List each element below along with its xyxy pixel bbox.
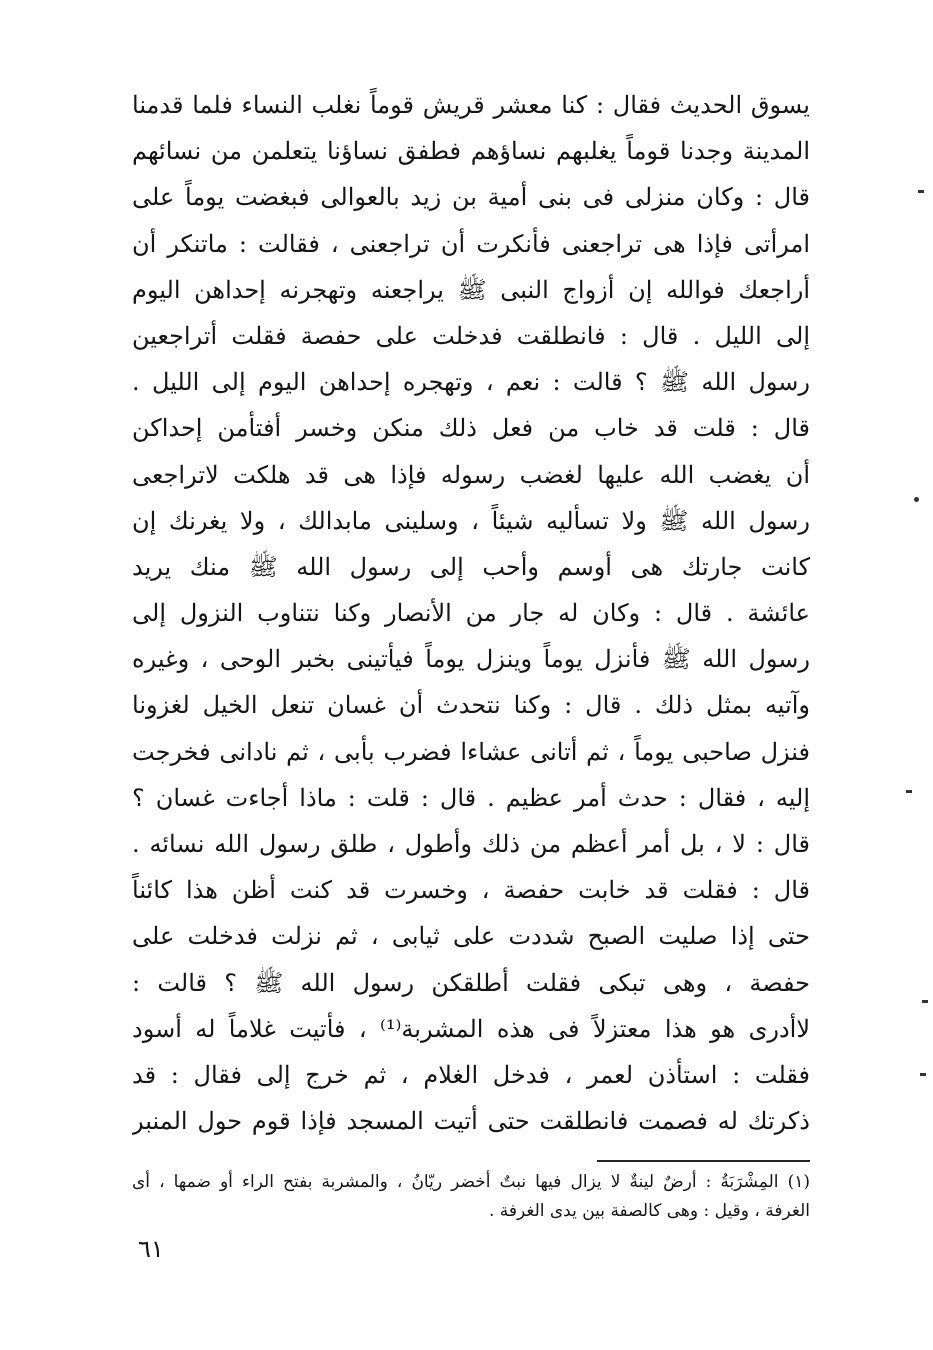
text-line: وآتيه بمثل ذلك . قال : وكنا نتحدث أن غسان تنعل الخيل لغزونا — [132, 691, 810, 720]
text-line: رسول الله ﷺ ؟ قالت : نعم ، وتهجره إحداهن اليوم إلى الليل . — [132, 368, 810, 397]
footnote-line: (١) المِشْرَبَةُ : أرضٌ لينةٌ لا يزال فيها نبتٌ أخضر ريّانُ ، والمشربة بفتح الراء أو ضمها ، أى — [132, 1172, 810, 1192]
text-line: أن يغضب الله عليها لغضب رسوله فإذا هى قد هلكت لاتراجعى — [132, 460, 810, 489]
text-line: المدينة وجدنا قوماً يغلبهم نساؤهم فطفق نساؤنا يتعلمن من نسائهم — [132, 137, 810, 166]
text-line: عائشة . قال : وكان له جار من الأنصار وكنا نتناوب النزول إلى — [132, 599, 810, 628]
scan-mark — [906, 790, 912, 793]
text-line: حتى إذا صليت الصبح شددت على ثيابى ، ثم نزلت فدخلت على — [132, 922, 810, 951]
text-line: حفصة ، وهى تبكى فقلت أطلقكن رسول الله ﷺ ؟ قالت : — [132, 968, 810, 997]
scan-mark — [918, 190, 924, 193]
scan-mark — [920, 1073, 926, 1076]
footnote — [132, 1168, 810, 1226]
text-line: قال : فقلت قد خابت حفصة ، وخسرت قد كنت أظن هذا كائناً — [132, 876, 810, 905]
text-line: رسول الله ﷺ فأنزل يوماً وينزل يوماً فيأتينى بخبر الوحى ، وغيره — [132, 645, 810, 674]
footnote-line: الغرفة ، وقيل : وهى كالصفة بين يدى الغرفة . — [488, 1201, 810, 1221]
text-line: قال : لا ، بل أمر أعظم من ذلك وأطول ، طلق رسول الله نسائه . — [132, 830, 810, 858]
text-line: امرأتى فإذا هى تراجعنى فأنكرت أن تراجعنى ، فقالت : ماتنكر أن — [132, 229, 810, 258]
scan-mark — [922, 1000, 928, 1003]
main-text — [132, 82, 810, 1144]
text-line: يسوق الحديث فقال : كنا معشر قريش قوماً نغلب النساء فلما قدمنا — [132, 91, 810, 119]
text-line: ذكرتك له فصمت فانطلقت حتى أتيت المسجد فإذا قوم حول المنبر — [132, 1107, 810, 1136]
text-line: قال : قلت قد خاب من فعل ذلك منكن وخسر أفتأمن إحداكن — [132, 414, 810, 443]
text-line: قال : وكان منزلى فى بنى أمية بن زيد بالعوالى فبغضت يوماً على — [132, 183, 810, 212]
text-line: كانت جارتك هى أوسم وأحب إلى رسول الله ﷺ منك يريد — [132, 552, 810, 581]
text-line: إليه ، فقال : حدث أمر عظيم . قال : قلت : ماذا أجاءت غسان ؟ — [132, 783, 810, 812]
text-line: أراجعك فوالله إن أزواج النبى ﷺ يراجعنه وتهجرنه إحداهن اليوم — [132, 275, 810, 304]
scan-mark — [914, 497, 919, 502]
page-number: ٦١ — [138, 1235, 164, 1263]
footnote-separator — [597, 1160, 810, 1162]
text-line: لاأدرى هو هذا معتزلاً فى هذه المشربة⁽¹⁾ ، فأتيت غلاماً له أسود — [132, 1014, 810, 1043]
text-line: فقلت : استأذن لعمر ، فدخل الغلام ، ثم خرج إلى فقال : قد — [132, 1060, 810, 1089]
text-line: فنزل صاحبى يوماً ، ثم أتانى عشاءا فضرب بأبى ، ثم نادانى فخرجت — [132, 737, 810, 766]
text-line: إلى الليل . قال : فانطلقت فدخلت على حفصة فقلت أتراجعين — [132, 321, 810, 350]
text-line: رسول الله ﷺ ولا تسأليه شيئاً ، وسلينى مابدالك ، ولا يغرنك إن — [132, 506, 810, 535]
